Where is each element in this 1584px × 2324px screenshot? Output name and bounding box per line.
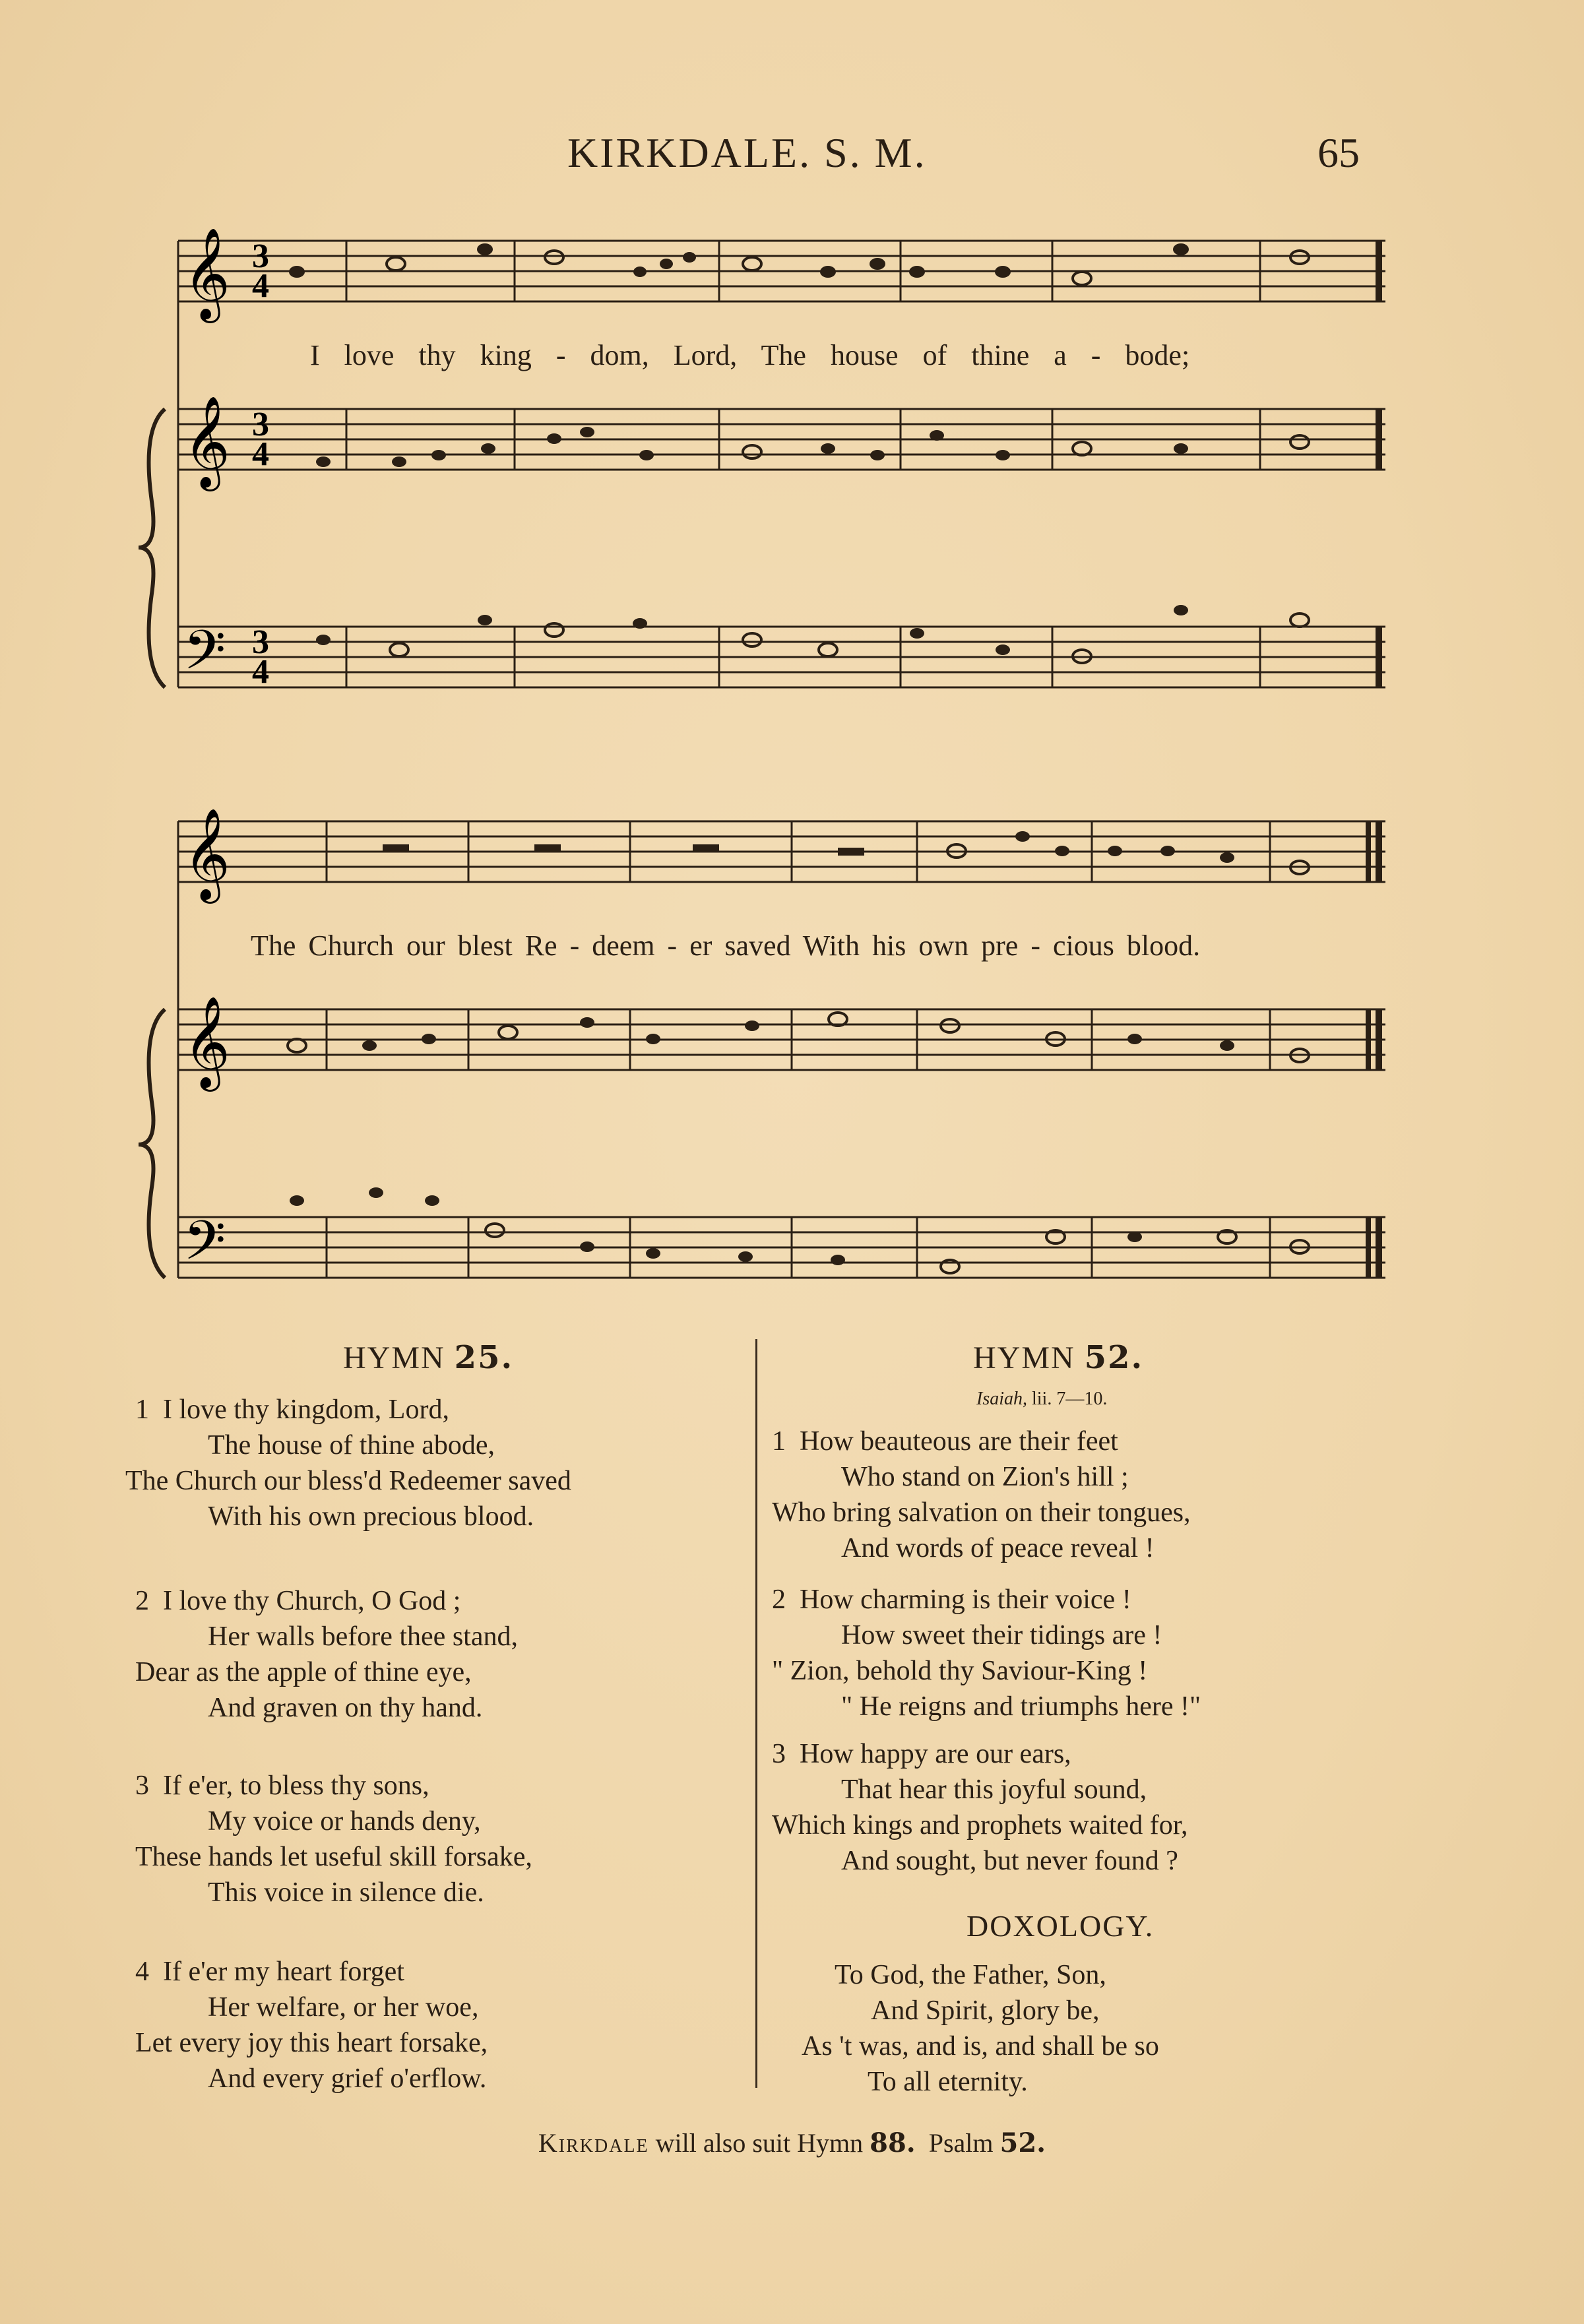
hymn-number: 52. <box>1084 1339 1144 1376</box>
stanza-number: 3 <box>772 1739 786 1769</box>
svg-text:3: 3 <box>252 237 269 275</box>
stanza-line: Her welfare, or her woe, <box>208 1992 479 2023</box>
system-2 <box>139 808 1385 1286</box>
stanza-line: How beauteous are their feet <box>800 1426 1118 1457</box>
lyric-syllable: own <box>918 929 969 962</box>
footer-text: Psalm <box>928 2128 994 2158</box>
lyric-syllable: deem <box>592 929 655 962</box>
lyric-syllable: I <box>310 339 320 371</box>
stanza-line: Her walls before thee stand, <box>208 1621 518 1652</box>
stanza-line: To God, the Father, Son, <box>835 1960 1106 1990</box>
stanza-line: I love thy kingdom, Lord, <box>163 1395 449 1425</box>
lyric-syllable: dom, <box>590 339 649 371</box>
stanza-line: Which kings and prophets waited for, <box>772 1810 1188 1840</box>
stanza-number: 1 <box>135 1395 149 1425</box>
hymn-number: 25. <box>454 1339 514 1376</box>
stanza-number: 3 <box>135 1771 149 1801</box>
page-number: 65 <box>1317 129 1360 176</box>
stanza-line: And sought, but never found ? <box>841 1846 1178 1876</box>
svg-text:𝄞: 𝄞 <box>183 996 230 1088</box>
svg-text:3: 3 <box>252 623 269 661</box>
stanza-line: And every grief o'erflow. <box>208 2063 487 2094</box>
hymn-25-stanza-2 <box>135 1583 518 1726</box>
stanza-line: To all eternity. <box>868 2067 1028 2097</box>
stanza-number: 1 <box>772 1426 786 1457</box>
footer-hymn-number: 88. <box>870 2127 916 2158</box>
stanza-line: And Spirit, glory be, <box>871 1995 1100 2026</box>
lyric-syllable: king <box>480 339 532 371</box>
stanza-line: And graven on thy hand. <box>208 1693 483 1723</box>
lyric-syllable: Lord, <box>673 339 738 371</box>
footer-psalm-number: 52. <box>999 2127 1046 2158</box>
scripture-reference <box>976 1389 1107 1410</box>
lyrics-line-2 <box>251 929 1200 962</box>
scripture-book: Isaiah, <box>976 1389 1027 1409</box>
stanza-line: With his own precious blood. <box>208 1501 534 1532</box>
hymn-label: HYMN <box>343 1340 445 1375</box>
footer-tune-name: Kirkdale <box>538 2128 649 2158</box>
stanza-number: 4 <box>135 1957 149 1987</box>
svg-text:3: 3 <box>252 406 269 443</box>
svg-text:4: 4 <box>252 435 269 473</box>
svg-text:4: 4 <box>252 653 269 691</box>
stanza-line: How sweet their tidings are ! <box>841 1620 1162 1650</box>
lyric-syllable: blood. <box>1126 929 1201 962</box>
stanza-line: Dear as the apple of thine eye, <box>135 1657 472 1687</box>
footer-text: will also suit Hymn <box>655 2128 864 2158</box>
lyric-syllable: blest <box>457 929 513 962</box>
lyric-syllable: The <box>761 339 806 371</box>
lyrics-line-1 <box>310 338 1189 372</box>
stanza-line: I love thy Church, O God ; <box>163 1586 461 1616</box>
stanza-line: These hands let useful skill forsake, <box>135 1842 532 1872</box>
svg-text:𝄞: 𝄞 <box>183 228 230 319</box>
hymn-25-title <box>343 1339 513 1376</box>
lyric-syllable: Church <box>308 929 394 962</box>
svg-text:4: 4 <box>252 267 269 305</box>
tune-title: KIRKDALE. S. M. <box>567 129 927 176</box>
lyric-syllable: a <box>1054 339 1067 371</box>
lyric-syllable: his <box>872 929 906 962</box>
stanza-line: If e'er, to bless thy sons, <box>163 1771 429 1801</box>
lyric-syllable: saved <box>724 929 791 962</box>
stanza-number: 2 <box>772 1585 786 1615</box>
lyric-syllable: house <box>830 339 899 371</box>
lyric-syllable: er <box>689 929 713 962</box>
lyric-syllable: - <box>555 339 566 371</box>
stanza-line: Let every joy this heart forsake, <box>135 2028 488 2058</box>
page-footer <box>0 2127 1584 2158</box>
lyric-syllable: of <box>922 339 947 371</box>
stanza-line: How happy are our ears, <box>800 1739 1071 1769</box>
lyric-syllable: - <box>569 929 580 962</box>
hymn-52-stanza-2 <box>772 1582 1201 1724</box>
column-divider <box>755 1339 757 2088</box>
lyric-syllable: our <box>406 929 445 962</box>
doxology-title <box>966 1908 1154 1943</box>
lyric-syllable: bode; <box>1125 339 1190 371</box>
lyric-syllable: cious <box>1053 929 1114 962</box>
stanza-line: If e'er my heart forget <box>163 1957 404 1987</box>
scripture-verses: lii. 7—10. <box>1032 1389 1108 1409</box>
stanza-line: The Church our bless'd Redeemer saved <box>125 1466 571 1496</box>
stanza-line: Who bring salvation on their tongues, <box>772 1497 1191 1528</box>
doxology-label: DOXOLOGY. <box>966 1909 1155 1943</box>
hymn-52-stanza-3 <box>772 1736 1188 1879</box>
hymn-25-stanza-4 <box>135 1954 488 2096</box>
lyric-syllable: The <box>251 929 296 962</box>
hymn-25-stanza-3 <box>135 1768 532 1910</box>
lyric-syllable: - <box>1030 929 1040 962</box>
lyric-syllable: - <box>1091 339 1101 371</box>
hymn-52-stanza-1 <box>772 1424 1191 1566</box>
hymn-25-stanza-1 <box>125 1392 571 1534</box>
stanza-line: " Zion, behold thy Saviour-King ! <box>772 1656 1148 1686</box>
svg-text:𝄞: 𝄞 <box>183 808 230 900</box>
hymn-52-title <box>973 1339 1143 1376</box>
stanza-line: This voice in silence die. <box>208 1877 484 1908</box>
stanza-line: Who stand on Zion's hill ; <box>841 1462 1129 1492</box>
stanza-line: That hear this joyful sound, <box>841 1774 1147 1805</box>
svg-text:𝄞: 𝄞 <box>183 396 230 487</box>
stanza-line: As 't was, and is, and shall be so <box>802 2031 1159 2061</box>
lyric-syllable: pre <box>981 929 1019 962</box>
lyric-syllable: - <box>667 929 678 962</box>
system-1 <box>139 228 1385 695</box>
stanza-line: The house of thine abode, <box>208 1430 495 1460</box>
doxology-stanza <box>802 1957 1159 2100</box>
lyric-syllable: love <box>344 339 395 371</box>
lyric-syllable: Re <box>524 929 557 962</box>
lyric-syllable: thy <box>418 339 456 371</box>
hymn-label: HYMN <box>973 1340 1075 1375</box>
svg-text:𝄢: 𝄢 <box>183 1209 226 1286</box>
lyric-syllable: thine <box>971 339 1030 371</box>
svg-text:𝄢: 𝄢 <box>183 618 226 695</box>
stanza-line: And words of peace reveal ! <box>841 1533 1155 1563</box>
stanza-line: " He reigns and triumphs here !" <box>841 1691 1201 1722</box>
stanza-line: How charming is their voice ! <box>800 1585 1131 1615</box>
stanza-number: 2 <box>135 1586 149 1616</box>
stanza-line: My voice or hands deny, <box>208 1806 481 1837</box>
lyric-syllable: With <box>802 929 860 962</box>
